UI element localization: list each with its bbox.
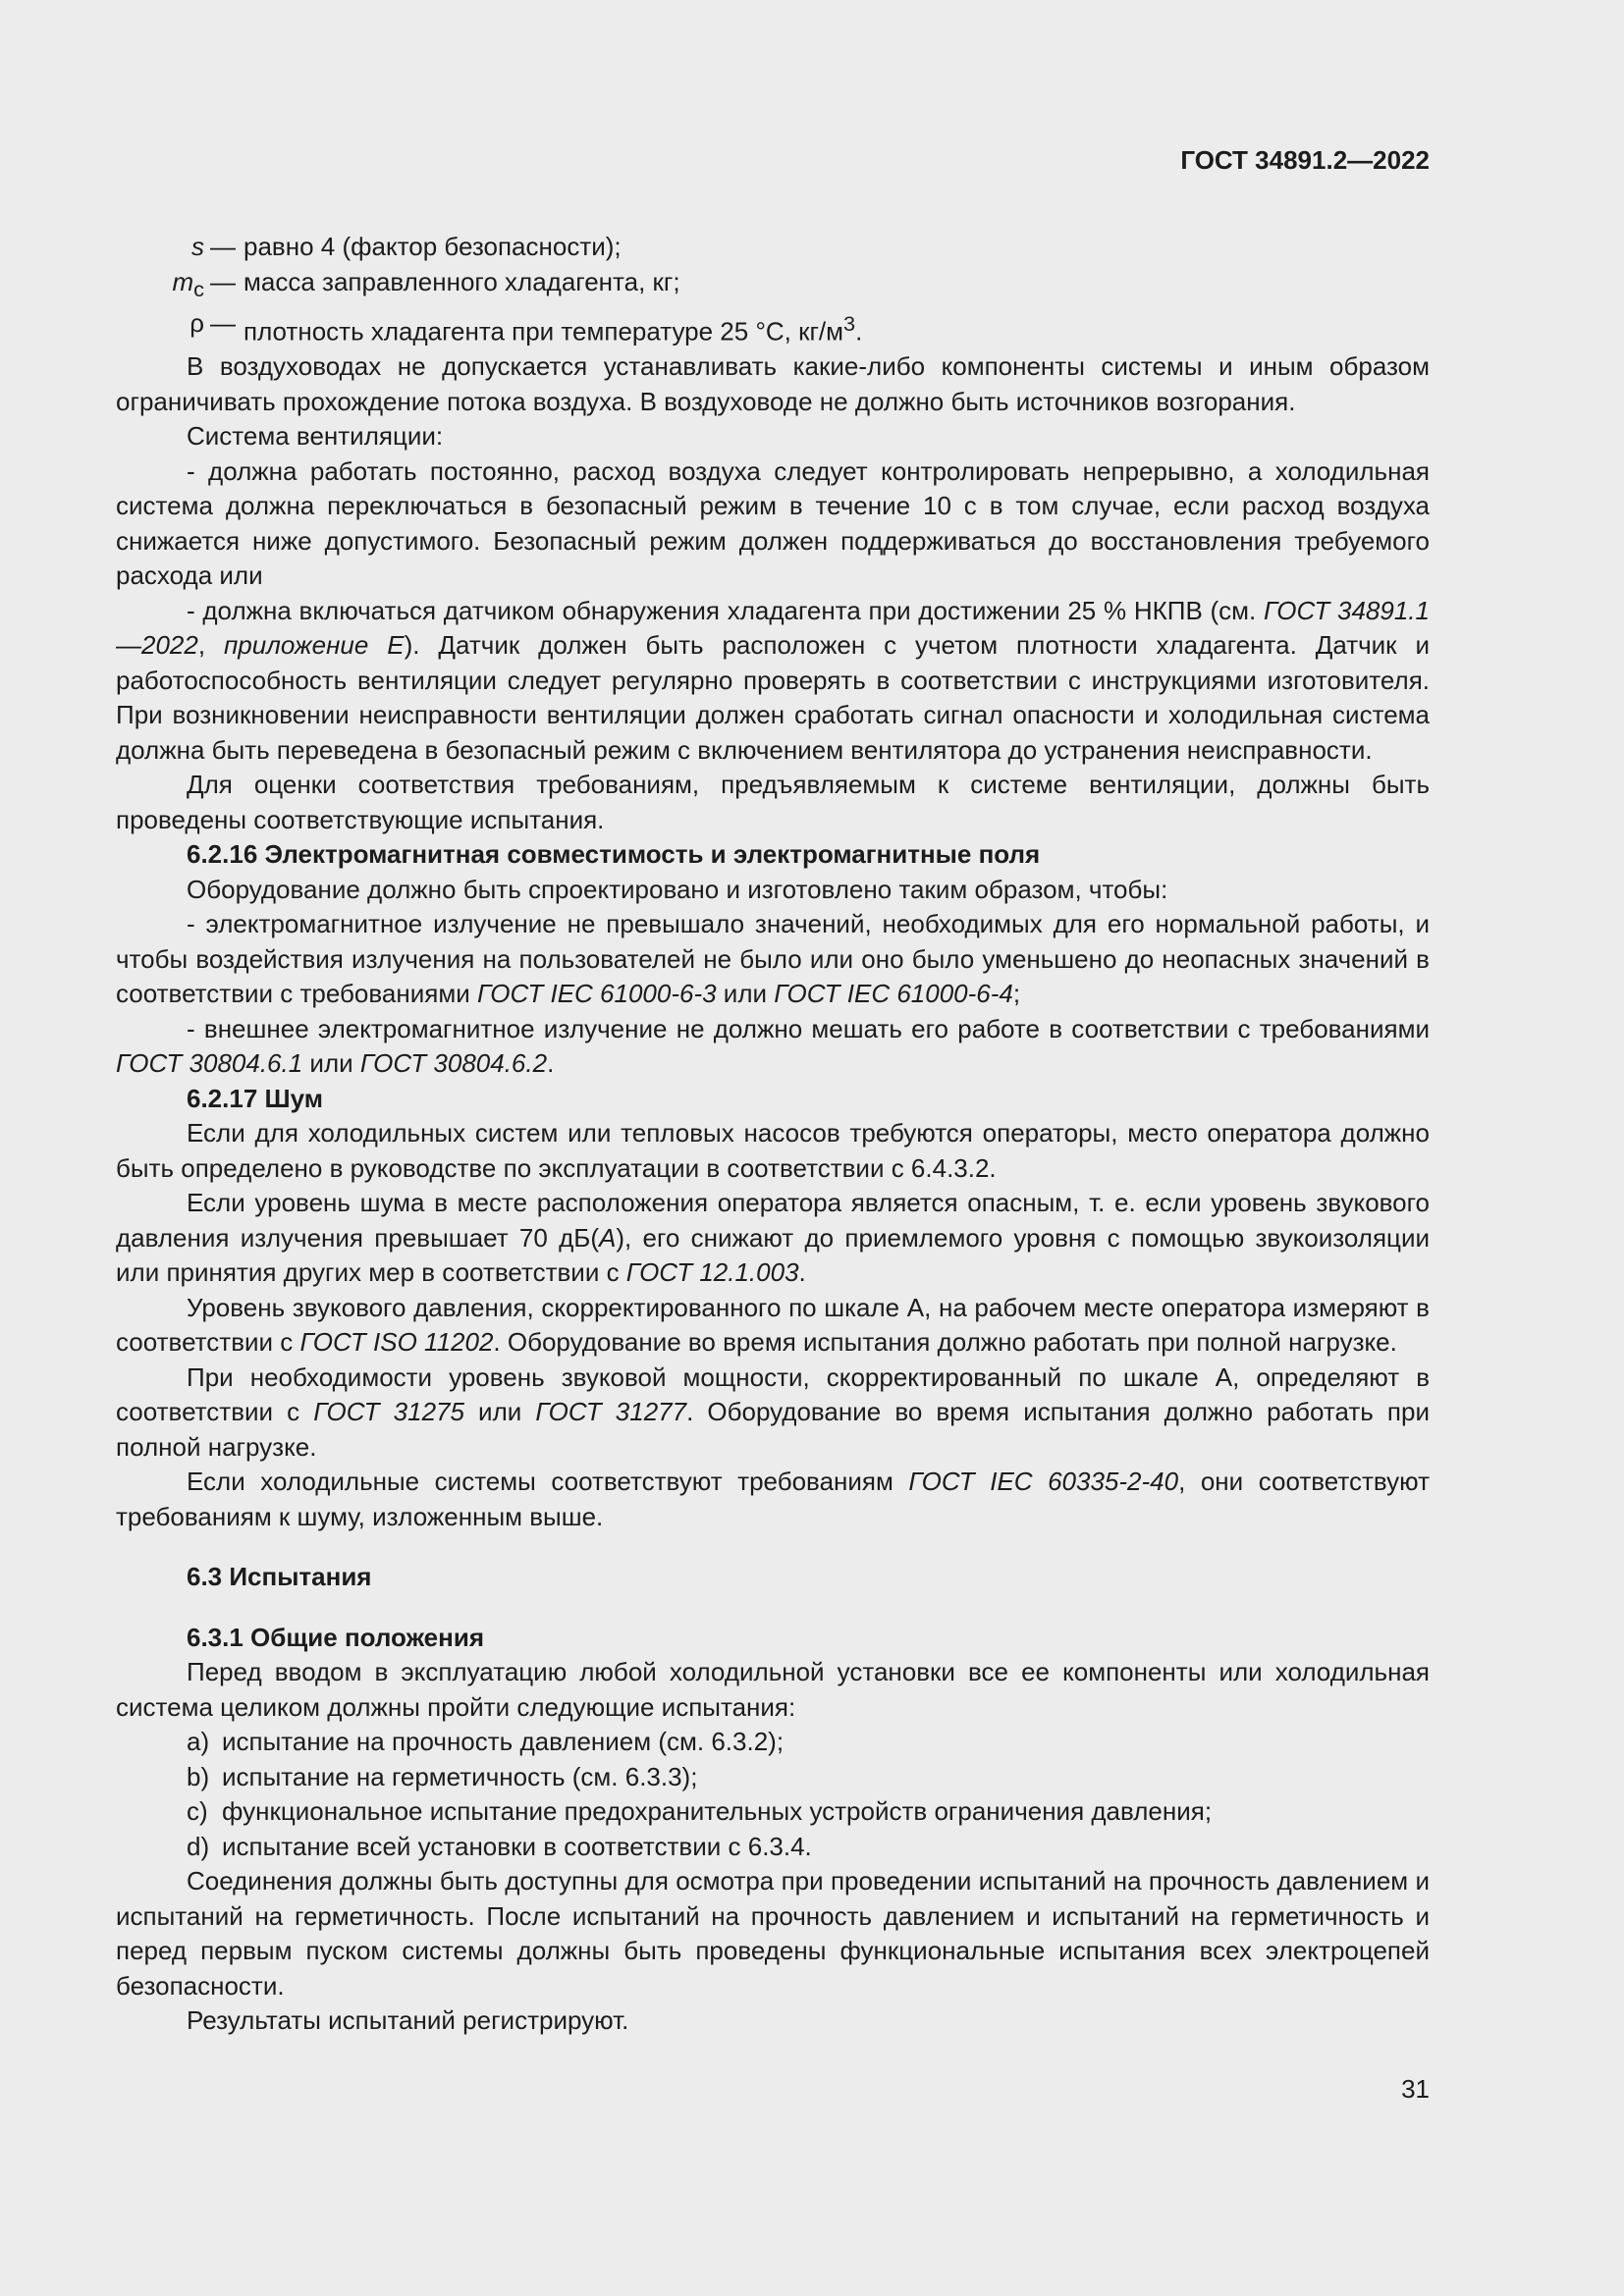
variable-symbol: ρ bbox=[189, 308, 204, 339]
variable-definition-s bbox=[116, 230, 1430, 265]
paragraph-noise-5: Если холодильные системы соответствуют требованиям ГОСТ IEC 60335-2-40, они соответствуют требованиям к шуму, изложенным выше. bbox=[116, 1467, 1430, 1531]
standard-reference: ГОСТ 12.1.003 bbox=[625, 1257, 799, 1288]
paragraph-noise-3: Уровень звукового давления, скорректированного по шкале А, на рабочем месте оператора измеряют в соответствии с ГОСТ ISO 11202. Оборудование во время испытания должно работать при полной нагрузке. bbox=[116, 1292, 1430, 1358]
list-item-text: испытание на герметичность (см. 6.3.3); bbox=[222, 1761, 698, 1791]
variable-definition-mc bbox=[116, 265, 1430, 307]
standard-reference: ГОСТ IEC 61000-6-3 bbox=[476, 979, 717, 1009]
list-item bbox=[116, 1760, 1430, 1795]
paragraph-noise-4: При необходимости уровень звуковой мощности, скорректированный по шкале А, определяют в соответствии с ГОСТ 31275 или ГОСТ 31277. Оборудование во время испытания должно работать при полной нагрузке. bbox=[116, 1362, 1430, 1462]
paragraph-ventilation-item-2: - должна включаться датчиком обнаружения хладагента при достижении 25 % НКПВ (см. ГОСТ 34891.1—2022, приложение Е). Датчик должен быть расположен с учетом плотности хладагента. Датчик и работоспособность вентиляции следует регулярно проверять в соответствии с инструкциями изготовителя. При возникновении неисправности вентиляции должен сработать сигнал опасности и холодильная система должна быть переведена в безопасный режим с включением вентилятора до устранения неисправности. bbox=[116, 595, 1430, 765]
section-heading-6-2-16: 6.2.16 Электромагнитная совместимость и электромагнитные поля bbox=[187, 839, 1041, 870]
definition-dash: — bbox=[210, 308, 236, 339]
variable-symbol: m bbox=[172, 266, 194, 296]
paragraph-emc-item-1: - электромагнитное излучение не превышало значений, необходимых для его нормальной работы, и чтобы воздействия излучения на пользователей не было или оно было уменьшено до неопасных значений в соответствии с требованиями ГОСТ IEC 61000-6-3 или ГОСТ IEC 61000-6-4; bbox=[116, 909, 1430, 1009]
variable-description: плотность хладагента при температуре 25 °С, кг/м bbox=[244, 316, 844, 347]
unit-exponent: 3 bbox=[843, 311, 856, 337]
list-marker: d) bbox=[187, 1831, 210, 1861]
standard-reference: ГОСТ 31277 bbox=[535, 1397, 687, 1427]
list-item-text: испытание всей установки в соответствии с 6.3.4. bbox=[222, 1831, 812, 1861]
page-number: 31 bbox=[1401, 2074, 1430, 2104]
paragraph-noise-2: Если уровень шума в месте расположения оператора является опасным, т. е. если уровень звукового давления излучения превышает 70 дБ(A), его снижают до приемлемого уровня с помощью звукоизоляции или принятия других мер в соответствии с ГОСТ 12.1.003. bbox=[116, 1188, 1430, 1288]
paragraph-ventilation-item-1: - должна работать постоянно, расход воздуха следует контролировать непрерывно, а холодильная система должна переключаться в безопасный режим в течение 10 с в том случае, если расход воздуха снижается ниже допустимого. Безопасный режим должен поддерживаться до восстановления требуемого расхода или bbox=[116, 455, 1430, 591]
paragraph-noise-1: Если для холодильных систем или тепловых насосов требуются операторы, место оператора должно быть определено в руководстве по эксплуатации в соответствии с 6.4.3.2. bbox=[116, 1118, 1430, 1183]
page-content bbox=[116, 230, 1430, 2039]
standard-reference: ГОСТ IEC 61000-6-4 bbox=[774, 979, 1013, 1009]
document-number: ГОСТ 34891.2—2022 bbox=[1180, 145, 1430, 175]
sentence-end: . bbox=[855, 316, 863, 347]
paragraph-emc-intro: Оборудование должно быть спроектировано и изготовлено таким образом, чтобы: bbox=[187, 874, 1168, 904]
paragraph-ventilation-intro: Система вентиляции: bbox=[187, 421, 444, 452]
list-item-text: функциональное испытание предохранительных устройств ограничения давления; bbox=[222, 1796, 1213, 1827]
standard-reference: ГОСТ 30804.6.2 bbox=[359, 1048, 548, 1079]
paragraph-connections: Соединения должны быть доступны для осмотра при проведении испытаний на прочность давлением и испытаний на герметичность. После испытаний на прочность давлением и испытаний на герметичность и перед первым пуском системы должны быть проведены функциональные испытания всех электроцепей безопасности. bbox=[116, 1866, 1430, 2001]
list-marker: a) bbox=[187, 1727, 210, 1757]
paragraph-results: Результаты испытаний регистрируют. bbox=[187, 2005, 629, 2036]
variable-description: масса заправленного хладагента, кг; bbox=[244, 266, 680, 296]
variable-symbol: s bbox=[191, 232, 204, 261]
paragraph-ventilation-testing: Для оценки соответствия требованиям, предъявляемым к системе вентиляции, должны быть проведены соответствующие испытания. bbox=[116, 770, 1430, 834]
paragraph-test-intro: Перед вводом в эксплуатацию любой холодильной установки все ее компоненты или холодильная система целиком должны пройти следующие испытания: bbox=[116, 1657, 1430, 1722]
section-heading-6-2-17: 6.2.17 Шум bbox=[187, 1083, 323, 1113]
list-item bbox=[116, 1830, 1430, 1865]
annex-reference: приложение Е bbox=[223, 630, 405, 661]
paragraph-duct: В воздуховодах не допускается устанавливать какие-либо компоненты системы и иным образом ограничивать прохождение потока воздуха. В воздуховоде не должно быть источников возгорания. bbox=[116, 351, 1430, 416]
paragraph-emc-item-2: - внешнее электромагнитное излучение не должно мешать его работе в соответствии с требованиями ГОСТ 30804.6.1 или ГОСТ 30804.6.2. bbox=[116, 1013, 1430, 1079]
variable-description: равно 4 (фактор безопасности); bbox=[244, 232, 622, 261]
standard-reference: ГОСТ 34891.1—2022 bbox=[116, 595, 1430, 661]
section-heading-6-3: 6.3 Испытания bbox=[187, 1562, 372, 1592]
standard-reference: ГОСТ ISO 11202 bbox=[299, 1327, 494, 1358]
list-marker: b) bbox=[187, 1761, 210, 1791]
unit-italic: A bbox=[599, 1222, 617, 1253]
list-item bbox=[116, 1725, 1430, 1760]
list-marker: c) bbox=[187, 1796, 208, 1827]
variable-definition-rho bbox=[116, 306, 1430, 349]
definition-dash: — bbox=[210, 266, 236, 296]
standard-reference: ГОСТ 30804.6.1 bbox=[116, 1048, 303, 1079]
list-item bbox=[116, 1794, 1430, 1830]
standard-reference: ГОСТ IEC 60335-2-40 bbox=[908, 1467, 1179, 1497]
variable-subscript: c bbox=[193, 276, 204, 301]
section-heading-6-3-1: 6.3.1 Общие положения bbox=[187, 1622, 484, 1652]
definition-dash: — bbox=[210, 232, 236, 261]
standard-reference: ГОСТ 31275 bbox=[313, 1397, 464, 1427]
list-item-text: испытание на прочность давлением (см. 6.3.2); bbox=[222, 1727, 785, 1757]
